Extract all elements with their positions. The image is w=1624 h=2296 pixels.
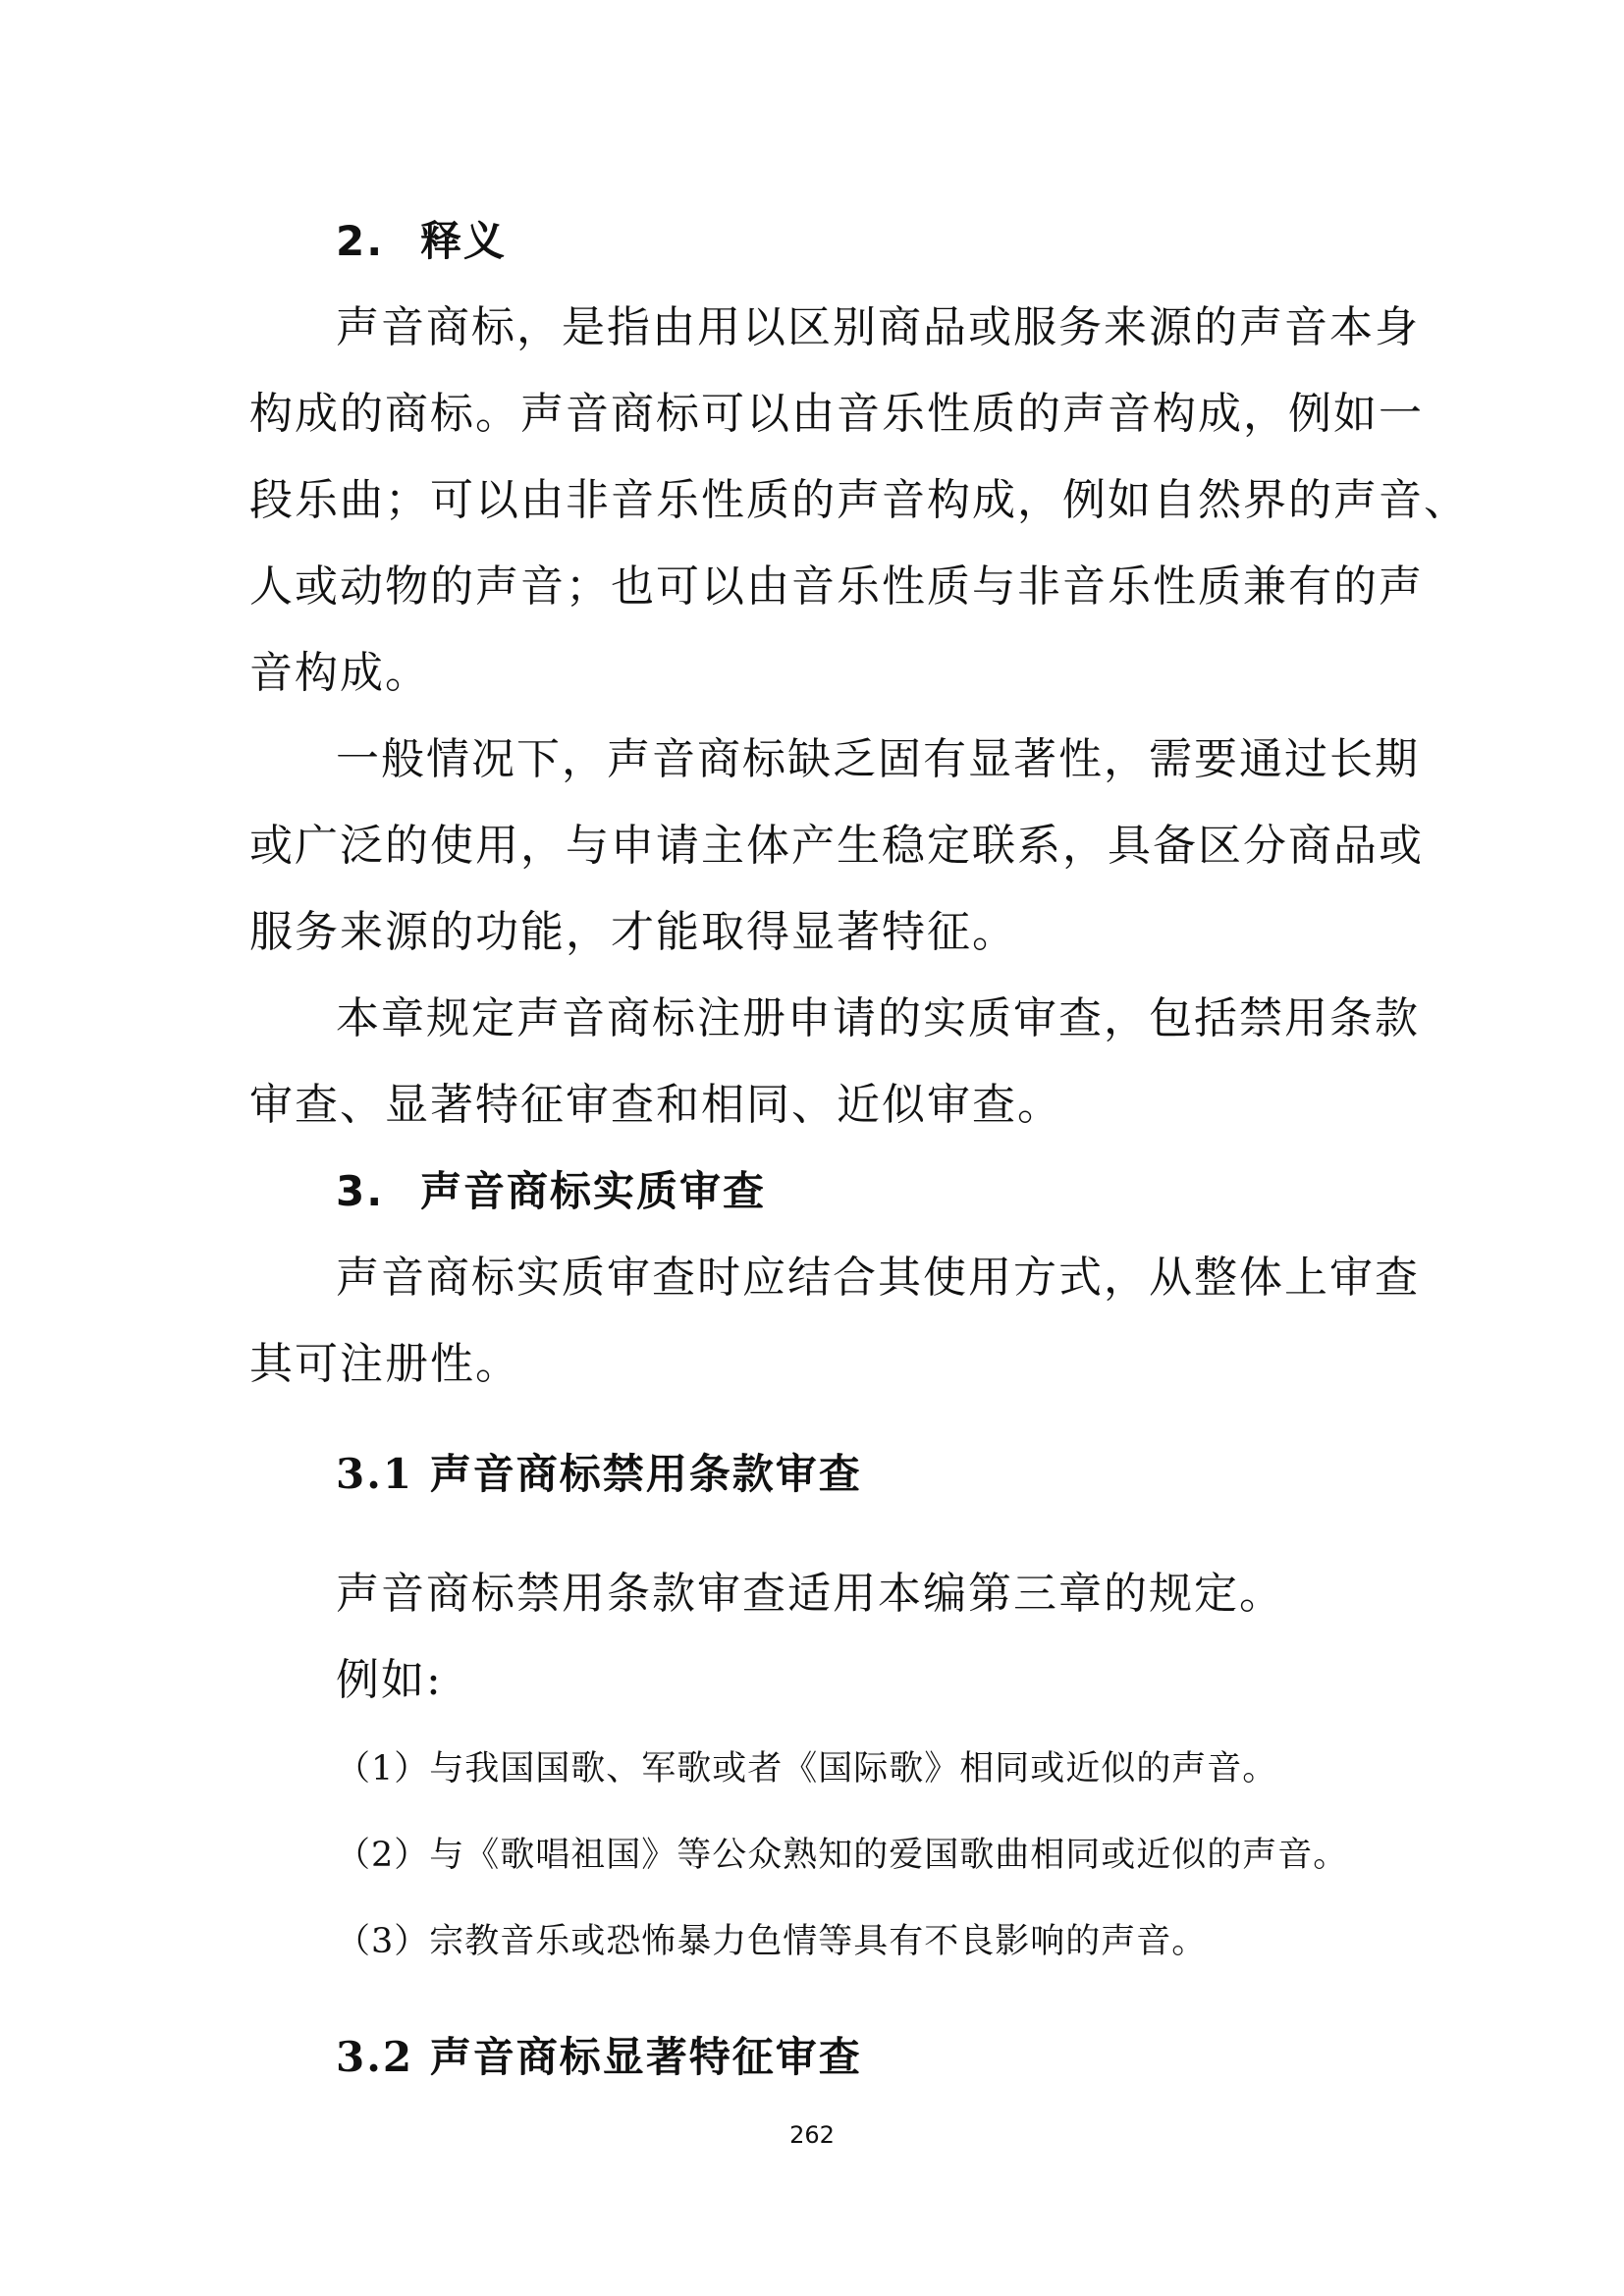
paragraph-line: 或广泛的使用，与申请主体产生稳定联系，具备区分商品或 (249, 821, 1424, 871)
section-3-title: 声音商标实质审查 (420, 1167, 767, 1215)
paragraph-line: 其可注册性。 (249, 1339, 520, 1389)
page-number: 262 (789, 2121, 835, 2149)
paragraph-line: 服务来源的功能，才能取得显著特征。 (249, 907, 1017, 957)
paragraph-line: 审查、显著特征审查和相同、近似审查。 (249, 1080, 1062, 1130)
section-3-heading (336, 1164, 766, 1219)
section-3-number: 3. (336, 1167, 385, 1215)
list-item: （1）与我国国歌、军歌或者《国际歌》相同或近似的声音。 (336, 1749, 1278, 1789)
list-item: （2）与《歌唱祖国》等公众熟知的爱国歌曲相同或近似的声音。 (336, 1836, 1349, 1875)
paragraph-line: 声音商标禁用条款审查适用本编第三章的规定。 (336, 1569, 1284, 1619)
section-2-title: 释义 (420, 217, 508, 265)
section-3-2-heading: 3.2 声音商标显著特征审查 (336, 2033, 862, 2081)
paragraph-line: 段乐曲；可以由非音乐性质的声音构成，例如自然界的声音、 (249, 475, 1469, 525)
paragraph-line: 音构成。 (249, 648, 430, 698)
paragraph-line: 声音商标，是指由用以区别商品或服务来源的声音本身 (336, 302, 1420, 352)
paragraph-line: 构成的商标。声音商标可以由音乐性质的声音构成，例如一 (249, 389, 1424, 439)
paragraph-line: 声音商标实质审查时应结合其使用方式，从整体上审查 (336, 1253, 1420, 1303)
example-label: 例如: (336, 1655, 443, 1705)
paragraph-line: 人或动物的声音；也可以由音乐性质与非音乐性质兼有的声 (249, 561, 1424, 612)
section-3-1-heading: 3.1 声音商标禁用条款审查 (336, 1450, 862, 1498)
section-2-heading (336, 214, 507, 269)
section-2-number: 2. (336, 217, 385, 265)
paragraph-line: 一般情况下，声音商标缺乏固有显著性，需要通过长期 (336, 734, 1420, 784)
list-item: （3）宗教音乐或恐怖暴力色情等具有不良影响的声音。 (336, 1922, 1208, 1961)
paragraph-line: 本章规定声音商标注册申请的实质审查，包括禁用条款 (336, 993, 1420, 1043)
